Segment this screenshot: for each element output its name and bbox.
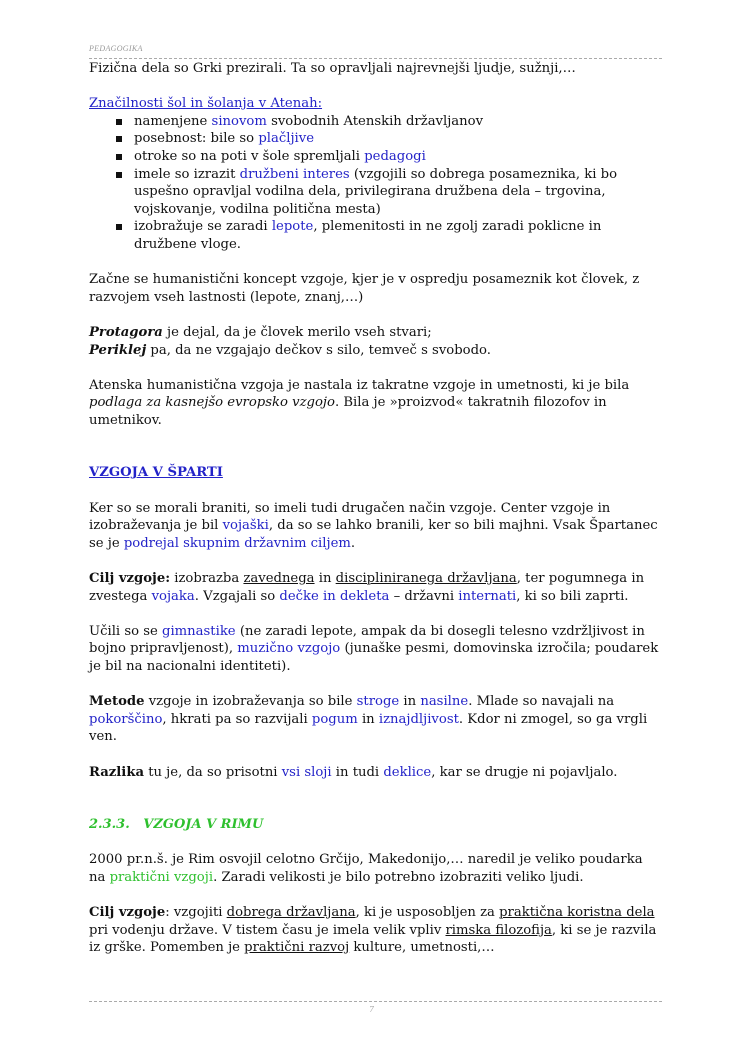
protagora-line: Protagora je dejal, da je človek merilo vseh stvari; bbox=[89, 324, 432, 340]
periklej-line: Periklej pa, da ne vzgajajo dečkov s silo, temveč s svobodo. bbox=[89, 342, 491, 358]
sparta-goal: Cilj vzgoje: izobrazba zavednega in discipliniranega državljana, ter pogumnega in zvestega vojaka. Vzgajali so dečke in dekleta – državni internati, ki so bili zaprti. bbox=[89, 571, 645, 604]
atenska-paragraph: Atenska humanistična vzgoja je nastala iz takratne vzgoje in umetnosti, ki je bila podlaga za kasnejšo evropsko vzgojo. Bila je »proizvod« takratnih filozofov in umetnikov. bbox=[89, 377, 630, 428]
list-item: imele so izrazit družbeni interes (vzgojili so dobrega posameznika, ki bo uspešno opravljal vodilna dela, privilegirana družbena dela – trgovina, vojskovanje, vodilna politična mesta) bbox=[134, 166, 662, 219]
list-item: otroke so na poti v šole spremljali pedagogi bbox=[134, 148, 662, 166]
rim-goal: Cilj vzgoje: vzgojiti dobrega državljana, ki je usposobljen za praktična koristna dela pri vodenju države. V tistem času je imela velik vpliv rimska filozofija, ki se je razvila iz grške. Pomemben je praktični razvoj kulture, umetnosti,… bbox=[89, 905, 657, 956]
athens-features-list bbox=[89, 113, 662, 254]
footer-divider bbox=[89, 1001, 662, 1002]
running-header: PEDAGOGIKA bbox=[89, 44, 143, 53]
rim-heading: 2.3.3. VZGOJA V RIMU bbox=[89, 817, 264, 833]
athens-list-heading[interactable]: Značilnosti šol in šolanja v Atenah: bbox=[89, 96, 323, 112]
sparta-difference: Razlika tu je, da so prisotni vsi sloji in tudi deklice, kar se drugje ni pojavljalo. bbox=[89, 764, 618, 780]
list-item: namenjene sinovom svobodnih Atenskih državljanov bbox=[134, 113, 662, 131]
athens-intro: Fizična dela so Grki prezirali. Ta so opravljali najrevnejši ljudje, sužnji,… bbox=[89, 61, 576, 76]
sparta-heading[interactable]: VZGOJA V ŠPARTI bbox=[89, 465, 223, 481]
list-item: posebnost: bile so plačljive bbox=[134, 130, 662, 148]
sparta-subjects: Učili so se gimnastike (ne zaradi lepote, ampak da bi dosegli telesno vzdržljivost in bojno pripravljenost), muzično vzgojo (junaške pesmi, domovinska izročila; poudarek je bil na nacionalni identiteti). bbox=[89, 623, 659, 674]
header-divider bbox=[89, 58, 662, 59]
list-item: izobražuje se zaradi lepote, plemenitosti in ne zgolj zaradi poklicne in družbene vloge. bbox=[134, 218, 662, 253]
rim-intro: 2000 pr.n.š. je Rim osvojil celotno Grčijo, Makedonijo,… naredil je veliko poudarka na praktični vzgoji. Zaradi velikosti je bilo potrebno izobraziti veliko ljudi. bbox=[89, 852, 643, 885]
page-body bbox=[89, 60, 662, 957]
page-number: 7 bbox=[369, 1005, 375, 1014]
sparta-methods: Metode vzgoje in izobraževanja so bile stroge in nasilne. Mlade so navajali na pokorščino, hkrati pa so razvijali pogum in iznajdljivost. Kdor ni zmogel, so ga vrgli ven. bbox=[89, 694, 648, 745]
humanist-paragraph: Začne se humanistični koncept vzgoje, kjer je v ospredju posameznik kot človek, z razvojem vseh lastnosti (lepote, znanj,…) bbox=[89, 272, 640, 305]
sparta-intro: Ker so se morali braniti, so imeli tudi drugačen način vzgoje. Center vzgoje in izobraževanja je bil vojaški, da so se lahko branili, ker so bili majhni. Vsak Špartanec se je podrejal skupnim državnim ciljem. bbox=[89, 500, 658, 551]
